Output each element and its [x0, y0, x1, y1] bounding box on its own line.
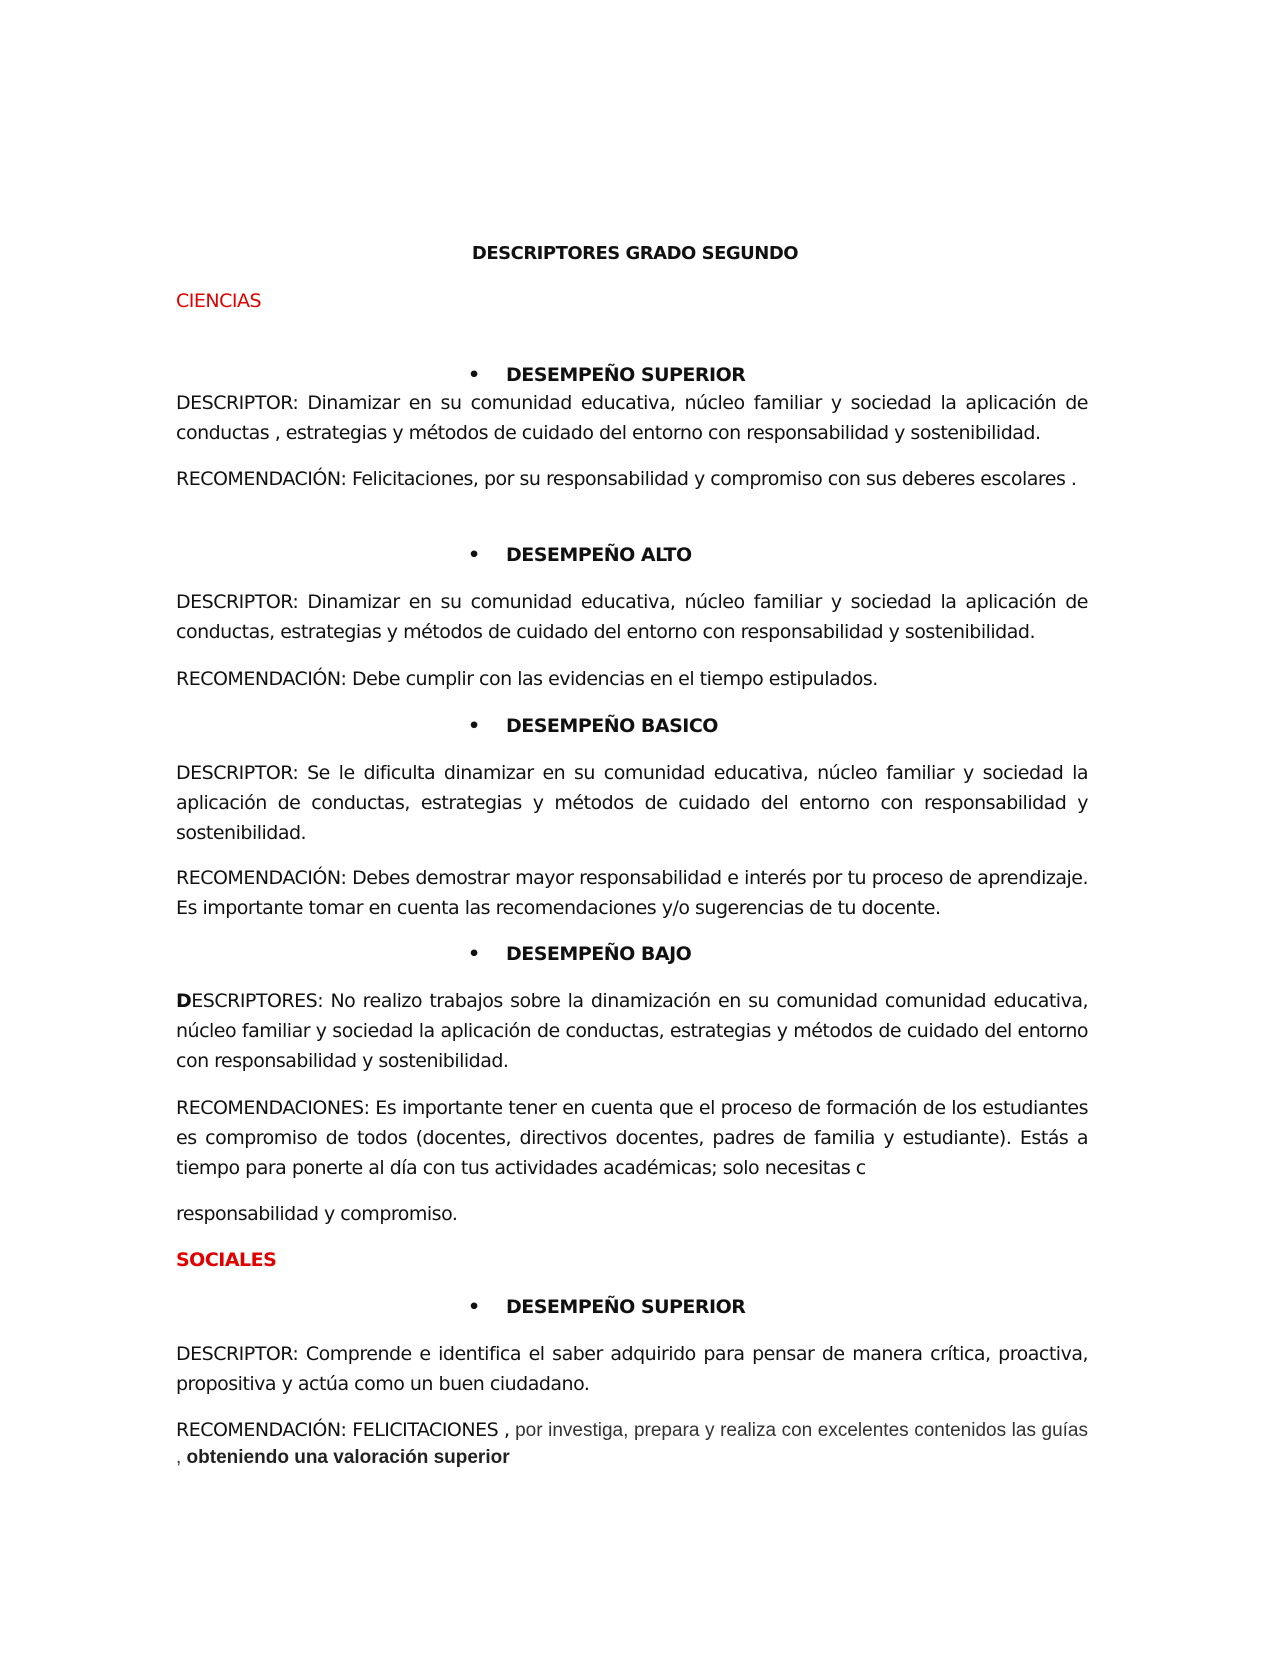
- bullet-icon: •: [468, 544, 480, 566]
- recommendation-emphasis: obteniendo una valoración superior: [181, 1447, 510, 1468]
- descriptor-text: ESCRIPTORES: No realizo trabajos sobre la dinamización en su comunidad comunidad educativa, núcleo familiar y sociedad la aplicación de conductas, estrategias y métodos de cuidado del entorno con responsabilidad y sostenibilidad.: [176, 990, 1088, 1072]
- recommendation-ciencias-alto: RECOMENDACIÓN: Debe cumplir con las evidencias en el tiempo estipulados.: [176, 668, 878, 690]
- recommendation-text: por investiga, prepara y realiza con excelentes contenidos las guías ,: [176, 1420, 1088, 1468]
- recommendation-ciencias-bajo-cont: responsabilidad y compromiso.: [176, 1203, 458, 1225]
- descriptor-ciencias-superior: DESCRIPTOR: Dinamizar en su comunidad educativa, núcleo familiar y sociedad la aplicación de conductas , estrategias y métodos de cuidado del entorno con responsabilidad y sostenibilidad.: [176, 392, 1088, 444]
- subject-sociales: SOCIALES: [176, 1249, 277, 1271]
- heading-text: DESEMPEÑO BAJO: [506, 943, 692, 965]
- descriptor-first-letter: D: [176, 990, 192, 1012]
- subject-ciencias: CIENCIAS: [176, 290, 262, 312]
- descriptor-sociales-superior: DESCRIPTOR: Comprende e identifica el saber adquirido para pensar de manera crítica, proactiva, propositiva y actúa como un buen ciudadano.: [176, 1343, 1088, 1395]
- heading-ciencias-superior: [468, 360, 745, 390]
- heading-text: DESEMPEÑO SUPERIOR: [506, 1296, 746, 1318]
- document-title: DESCRIPTORES GRADO SEGUNDO: [471, 243, 799, 264]
- heading-ciencias-alto: [468, 540, 692, 570]
- recommendation-label: RECOMENDACIÓN: FELICITACIONES ,: [176, 1419, 510, 1441]
- heading-text: DESEMPEÑO SUPERIOR: [506, 364, 746, 386]
- bullet-icon: •: [468, 715, 480, 737]
- recommendation-sociales-superior: [176, 1417, 1088, 1471]
- descriptor-ciencias-bajo: [176, 986, 1088, 1076]
- bullet-icon: •: [468, 1296, 480, 1318]
- recommendation-ciencias-superior: RECOMENDACIÓN: Felicitaciones, por su responsabilidad y compromiso con sus deberes escolares .: [176, 468, 1077, 490]
- heading-text: DESEMPEÑO BASICO: [506, 715, 718, 737]
- descriptor-ciencias-alto: DESCRIPTOR: Dinamizar en su comunidad educativa, núcleo familiar y sociedad la aplicación de conductas, estrategias y métodos de cuidado del entorno con responsabilidad y sostenibilidad.: [176, 591, 1088, 643]
- recommendation-ciencias-basico: RECOMENDACIÓN: Debes demostrar mayor responsabilidad e interés por tu proceso de aprendizaje. Es importante tomar en cuenta las recomendaciones y/o sugerencias de tu docente.: [176, 867, 1088, 919]
- heading-ciencias-bajo: [468, 939, 691, 969]
- bullet-icon: •: [468, 364, 480, 386]
- bullet-icon: •: [468, 943, 480, 965]
- descriptor-ciencias-basico: DESCRIPTOR: Se le dificulta dinamizar en su comunidad educativa, núcleo familiar y sociedad la aplicación de conductas, estrategias y métodos de cuidado del entorno con responsabilidad y sostenibilidad.: [176, 762, 1088, 844]
- heading-sociales-superior: [468, 1292, 745, 1322]
- heading-text: DESEMPEÑO ALTO: [506, 544, 692, 566]
- recommendation-ciencias-bajo: RECOMENDACIONES: Es importante tener en cuenta que el proceso de formación de los estudiantes es compromiso de todos (docentes, directivos docentes, padres de familia y estudiante). Estás a tiempo para ponerte al día con tus actividades académicas; solo necesitas c: [176, 1097, 1088, 1179]
- heading-ciencias-basico: [468, 711, 718, 741]
